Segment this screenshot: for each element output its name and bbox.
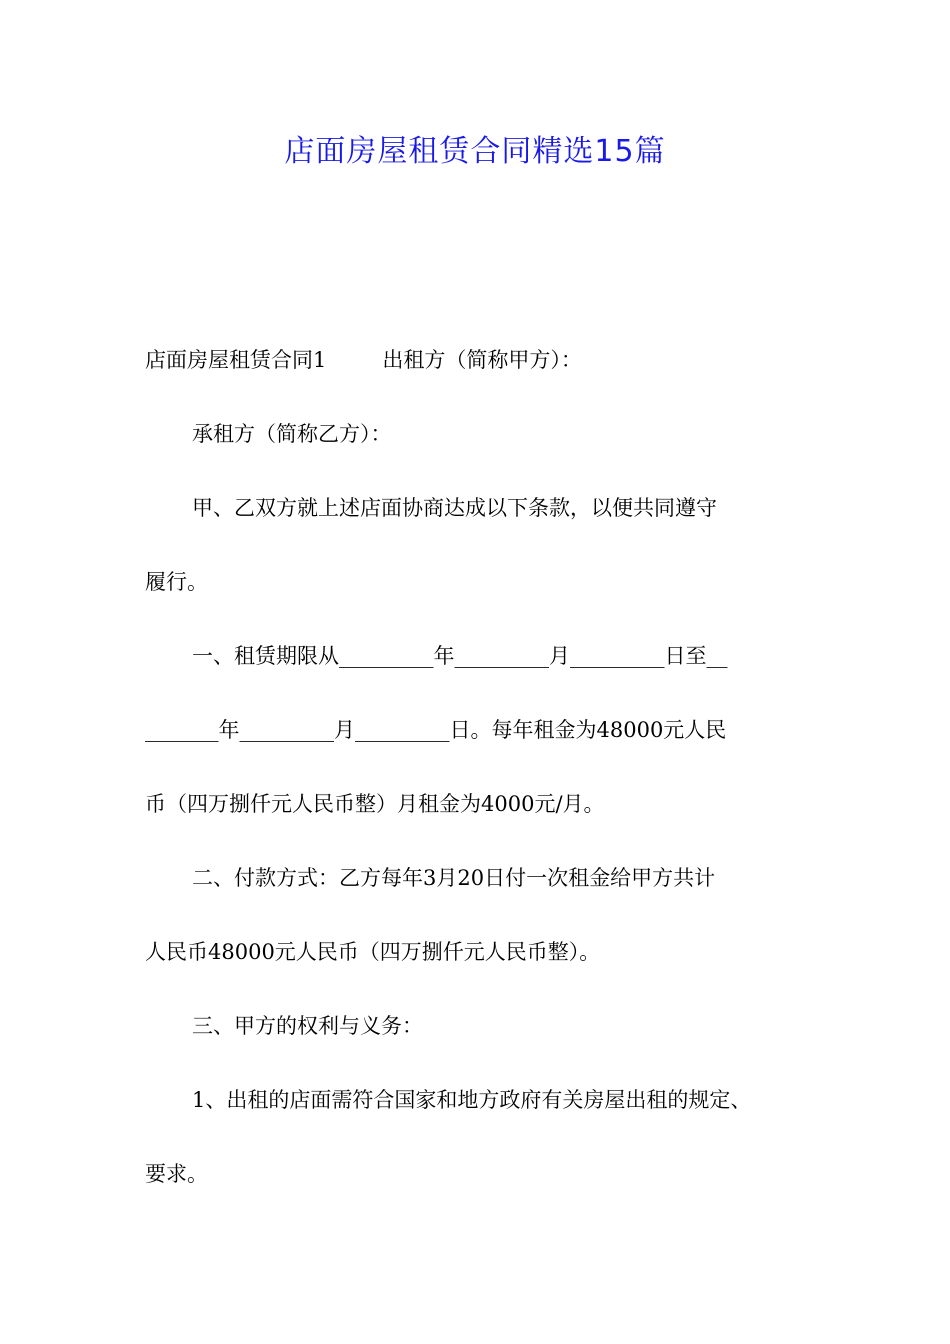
paragraph-line <box>145 632 810 706</box>
document-title: 店面房屋租赁合同精选15篇 <box>284 134 666 169</box>
paragraph-line <box>145 484 810 558</box>
paragraph-line <box>145 1076 810 1150</box>
paragraph-line <box>145 558 810 632</box>
lessor-rights-heading: 三、甲方的权利与义务： <box>192 1014 423 1038</box>
paragraph-line <box>145 706 810 780</box>
paragraph-line <box>145 780 810 854</box>
lessee-label: 承租方（简称乙方）： <box>192 422 392 446</box>
lessor-rights-item-1-cont: 要求。 <box>145 1162 208 1186</box>
agreement-intro: 甲、乙双方就上述店面协商达成以下条款，以便共同遵守 <box>192 496 717 520</box>
paragraph-line <box>145 1150 810 1224</box>
payment-method-clause: 二、付款方式：乙方每年3月20日付一次租金给甲方共计 <box>192 866 716 890</box>
lessor-rights-item-1: 1、出租的店面需符合国家和地方政府有关房屋出租的规定、 <box>192 1088 752 1112</box>
paragraph-line <box>145 410 810 484</box>
agreement-intro-cont: 履行。 <box>145 570 208 594</box>
contract-heading: 店面房屋租赁合同1 <box>145 348 327 372</box>
paragraph-line <box>145 854 810 928</box>
monthly-rent-clause: 币（四万捌仟元人民币整）月租金为4000元/月。 <box>145 792 605 816</box>
paragraph-line <box>145 1002 810 1076</box>
lease-term-clause: 一、租赁期限从_________年_________月_________日至__ <box>192 644 728 668</box>
payment-method-clause-cont: 人民币48000元人民币（四万捌仟元人民币整）。 <box>145 940 601 964</box>
lessor-label: 出租方（简称甲方）： <box>382 348 582 372</box>
document-body <box>145 336 810 1224</box>
lease-term-clause-cont: _______年_________月_________日。每年租金为48000元人民 <box>145 718 727 742</box>
paragraph-line <box>145 336 810 410</box>
paragraph-line <box>145 928 810 1002</box>
